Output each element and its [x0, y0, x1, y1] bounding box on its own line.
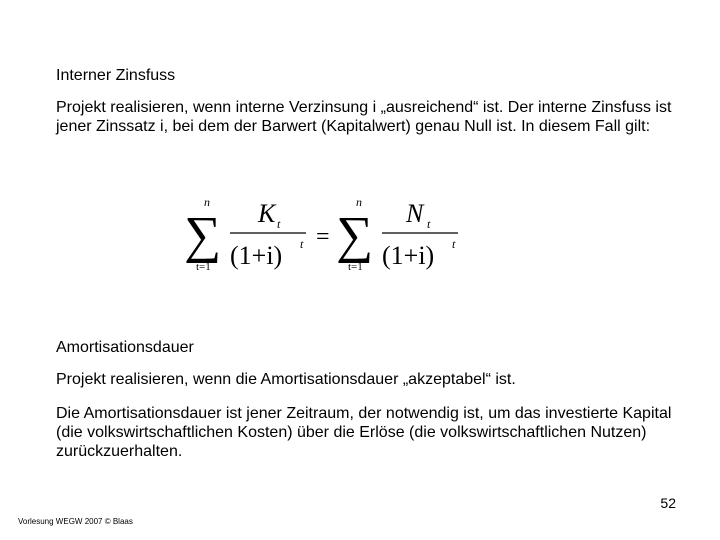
equals-sign: =: [316, 224, 330, 250]
right-sum-lower-limit: t=1: [348, 261, 363, 273]
right-numerator-subscript: t: [427, 217, 431, 231]
left-numerator: K: [258, 199, 276, 228]
present-value-formula: [170, 186, 470, 286]
section-heading-amortisationsdauer: Amortisationsdauer: [56, 339, 194, 356]
right-sum-symbol: ∑: [336, 207, 374, 264]
right-sum-upper-limit: n: [356, 195, 362, 209]
left-denominator-exponent: t: [300, 237, 304, 251]
left-numerator-subscript: t: [277, 217, 281, 231]
paragraph-amortisationsdauer-definition: Die Amortisationsdauer ist jener Zeitraum, der notwendig ist, um das investierte Kapital (die volkswirtschaftlichen Kosten) über die Erlöse (die volkswirtschaftlichen Nutzen) zurückzuerhalten.: [56, 405, 672, 460]
footer-credit: Vorlesung WEGW 2007 © Blaas: [18, 517, 133, 526]
right-denominator-exponent: t: [452, 237, 456, 251]
right-denominator: (1+i): [382, 241, 435, 270]
page-number: 52: [660, 495, 676, 511]
left-sum-symbol: ∑: [184, 207, 222, 264]
right-numerator: N: [406, 199, 424, 228]
section-heading-interner-zinsfuss: Interner Zinsfuss: [56, 67, 176, 84]
left-sum-lower-limit: t=1: [196, 261, 211, 273]
paragraph-interner-zinsfuss: Projekt realisieren, wenn interne Verzinsung i „ausreichend“ ist. Der interne Zinsfuss ist jener Zinssatz i, bei dem der Barwert (Kapitalwert) genau Null ist. In diesem Fall gilt:: [56, 99, 672, 135]
paragraph-amortisationsdauer-condition: Projekt realisieren, wenn die Amortisationsdauer „akzeptabel“ ist.: [56, 371, 516, 388]
left-denominator: (1+i): [230, 241, 283, 270]
left-sum-upper-limit: n: [204, 195, 210, 209]
